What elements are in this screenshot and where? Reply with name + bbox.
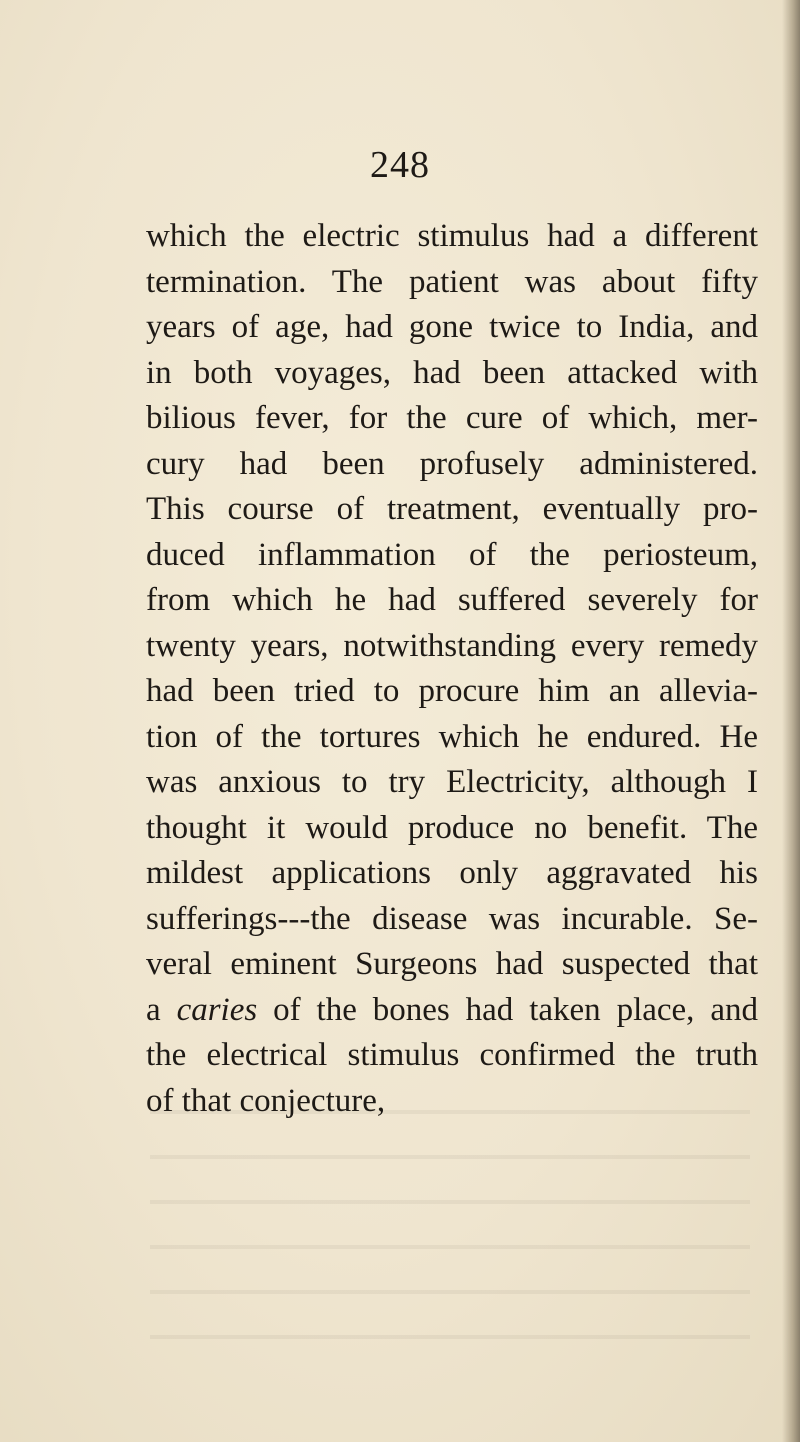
text-line: veral eminent Surgeons had suspected that	[146, 946, 758, 982]
text-line: the electrical stimulus confirmed the truth	[146, 1037, 758, 1073]
text-line: years of age, had gone twice to India, and	[146, 309, 758, 345]
text-line: twenty years, notwithstanding every remedy	[146, 627, 758, 664]
italic-term: caries	[176, 991, 258, 1028]
text-line-with-italic	[146, 988, 758, 1034]
text-line: sufferings---the disease was incurable. Se-	[146, 900, 758, 937]
text-line: This course of treatment, eventually pro-	[146, 491, 758, 527]
text-line: in both voyages, had been attacked with	[146, 354, 758, 391]
text-fragment: of the bones had taken place, and	[257, 991, 758, 1028]
text-line: mildest applications only aggravated his	[146, 855, 758, 891]
text-line: bilious fever, for the cure of which, mer-	[146, 400, 758, 436]
text-line: termination. The patient was about fifty	[146, 263, 758, 300]
text-line: thought it would produce no benefit. The	[146, 809, 758, 846]
text-line: was anxious to try Electricity, although I	[146, 764, 758, 800]
text-fragment: a	[146, 991, 177, 1028]
text-line: tion of the tortures which he endured. He	[146, 718, 758, 755]
text-line: from which he had suffered severely for	[146, 582, 758, 618]
page-edge-shadow	[782, 0, 800, 1442]
text-line: duced inflammation of the periosteum,	[146, 536, 758, 573]
text-line: had been tried to procure him an allevia-	[146, 673, 758, 709]
body-text	[146, 214, 758, 1124]
text-line: which the electric stimulus had a different	[146, 218, 758, 254]
text-line-final: of that conjecture,	[146, 1082, 386, 1119]
page-number: 248	[370, 144, 430, 186]
text-line: cury had been profusely administered.	[146, 445, 758, 482]
